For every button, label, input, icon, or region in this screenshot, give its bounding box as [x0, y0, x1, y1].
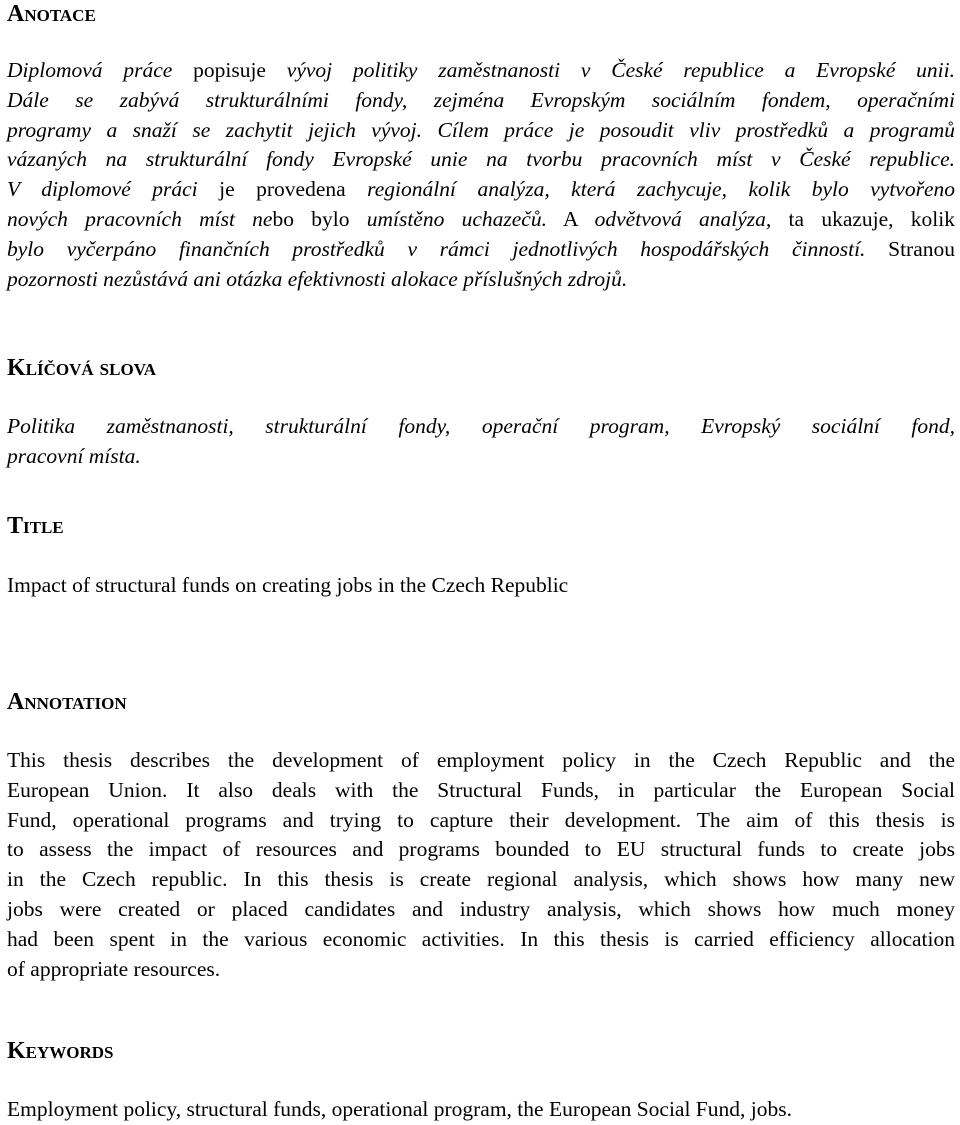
annotation-heading: Annotation [7, 689, 127, 715]
annotation-line: Fund, operational programs and trying to capture their development. The aim of this thesis is [7, 807, 955, 832]
anotace-line: bylo vyčerpáno finančních prostředků v rámci jednotlivých hospodářských činností. Stranou [7, 236, 955, 261]
keywords-text: Employment policy, structural funds, operational program, the European Social Fund, jobs. [7, 1097, 792, 1121]
klicova-slova-paragraph [7, 412, 955, 472]
anotace-line: Diplomová práce popisuje vývoj politiky zaměstnanosti v České republice a Evropské unii. [7, 58, 955, 82]
anotace-line: V diplomové práci je provedena regionální analýza, která zachycuje, kolik bylo vytvořeno [7, 177, 955, 202]
anotace-line: Dále se zabývá strukturálními fondy, zejména Evropským sociálním fondem, operačními [7, 87, 955, 112]
annotation-line: European Union. It also deals with the Structural Funds, in particular the European Social [7, 777, 955, 802]
annotation-line: had been spent in the various economic activities. In this thesis is carried efficiency allocation [7, 926, 955, 951]
anotace-line: pozornosti nezůstává ani otázka efektivnosti alokace příslušných zdrojů. [7, 266, 628, 291]
anotace-line: vázaných na strukturální fondy Evropské unie na tvorbu pracovních míst v České republice. [7, 147, 955, 172]
klicova-slova-line: pracovní místa. [7, 443, 141, 468]
klicova-slova-heading: Klíčová slova [7, 355, 157, 381]
annotation-line: of appropriate resources. [7, 956, 221, 981]
anotace-heading: Anotace [7, 1, 96, 27]
anotace-line: programy a snaží se zachytit jejich vývoj. Cílem práce je posoudit vliv prostředků a programů [7, 117, 955, 142]
annotation-line: to assess the impact of resources and programs bounded to EU structural funds to create jobs [7, 837, 955, 862]
anotace-line: nových pracovních míst nebo bylo umístěno uchazečů. A odvětvová analýza, ta ukazuje, kolik [7, 206, 955, 231]
anotace-paragraph [7, 56, 955, 294]
annotation-line: This thesis describes the development of employment policy in the Czech Republic and the [7, 748, 955, 772]
annotation-paragraph [7, 746, 955, 984]
annotation-line: in the Czech republic. In this thesis is create regional analysis, which shows how many new [7, 867, 955, 892]
title-text: Impact of structural funds on creating jobs in the Czech Republic [7, 573, 569, 597]
title-heading: Title [7, 513, 64, 539]
annotation-line: jobs were created or placed candidates and industry analysis, which shows how much money [7, 896, 955, 921]
keywords-heading: Keywords [7, 1038, 114, 1064]
klicova-slova-line: Politika zaměstnanosti, strukturální fondy, operační program, Evropský sociální fond, [7, 414, 955, 438]
